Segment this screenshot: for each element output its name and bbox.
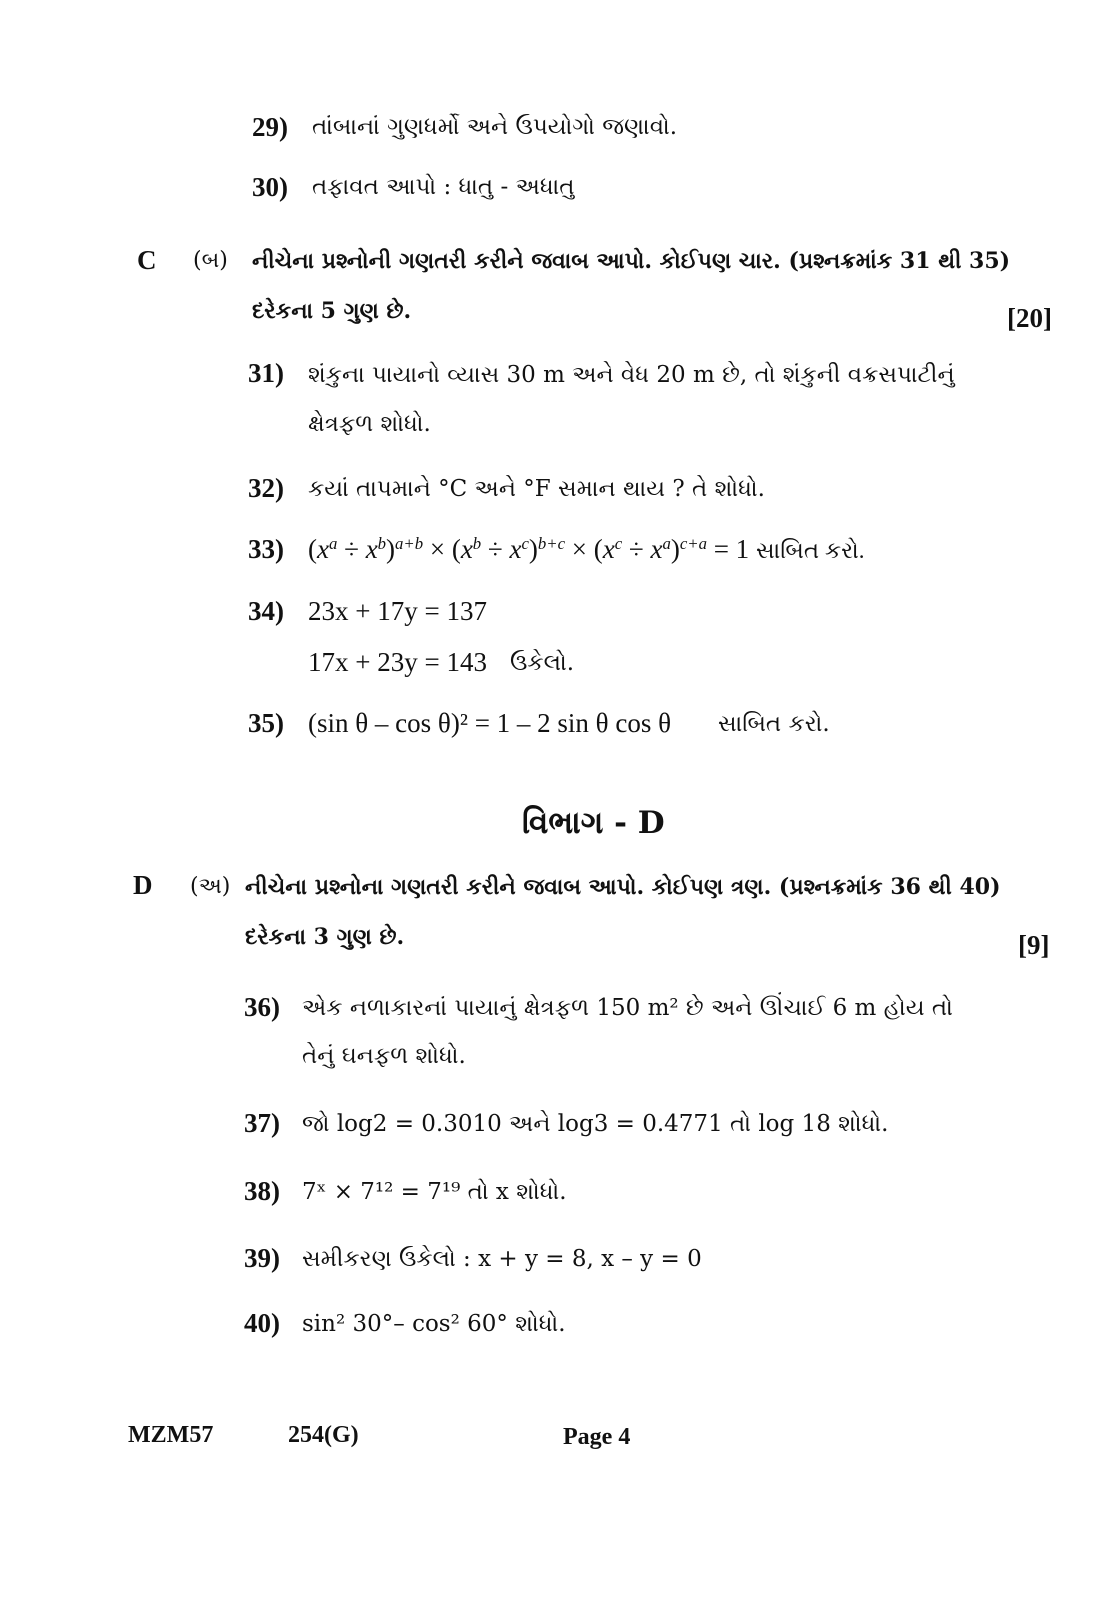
question-number: 36)	[244, 992, 280, 1022]
question-text: તેનું ઘનફળ શોધો.	[302, 1043, 466, 1069]
question-text: સમીકરણ ઉકેલો : x + y = 8, x – y = 0	[302, 1246, 702, 1272]
section-marks: [20]	[1007, 303, 1052, 333]
section-heading: વિભાગ - D	[522, 805, 665, 841]
part-label: (બ)	[193, 248, 228, 273]
question-number: 33)	[248, 534, 284, 564]
question-text: કયાં તાપમાને °C અને °F સમાન થાય ? તે શોધો.	[308, 476, 765, 502]
question-text: તફાવત આપો : ધાતુ - અધાતુ	[312, 174, 575, 200]
section-letter: D	[133, 870, 153, 900]
question-number: 37)	[244, 1108, 280, 1138]
footer-paper-code: 254(G)	[288, 1422, 359, 1448]
footer-code: MZM57	[128, 1422, 214, 1448]
question-text: sin² 30°– cos² 60° શોધો.	[302, 1311, 566, 1337]
equation: 17x + 23y = 143	[308, 647, 487, 677]
section-marks: [9]	[1018, 930, 1050, 960]
question-text: તાંબાનાં ગુણધર્મો અને ઉપયોગો જણાવો.	[312, 114, 678, 140]
section-instruction: નીચેના પ્રશ્નોના ગણતરી કરીને જવાબ આપો. કોઈપણ ત્રણ. (પ્રશ્નક્રમાંક 36 થી 40)	[245, 874, 1001, 900]
question-number: 35)	[248, 708, 284, 738]
question-number: 30)	[252, 172, 288, 202]
question-text: ક્ષેત્રફળ શોધો.	[308, 411, 431, 437]
question-text: જો log2 = 0.3010 અને log3 = 0.4771 તો log 18 શોધો.	[302, 1111, 889, 1137]
question-number: 31)	[248, 358, 284, 388]
part-label: (અ)	[190, 874, 231, 899]
question-number: 32)	[248, 473, 284, 503]
section-instruction: દરેકના 3 ગુણ છે.	[245, 924, 405, 950]
section-instruction: દરેકના 5 ગુણ છે.	[252, 298, 412, 324]
question-number: 40)	[244, 1308, 280, 1338]
question-number: 39)	[244, 1243, 280, 1273]
section-letter: C	[137, 245, 157, 275]
question-text: ઉકેલો.	[510, 650, 575, 676]
question-text: શંકુના પાયાનો વ્યાસ 30 m અને વેધ 20 m છે, તો શંકુની વક્રસપાટીનું	[308, 362, 955, 388]
question-number: 34)	[248, 596, 284, 626]
question-text: 7ˣ × 7¹² = 7¹⁹ તો x શોધો.	[302, 1179, 567, 1205]
footer-page-number: Page 4	[563, 1424, 631, 1450]
equation: 23x + 17y = 137	[308, 596, 487, 626]
question-text: સાબિત કરો.	[718, 711, 830, 737]
equation: (sin θ – cos θ)² = 1 – 2 sin θ cos θ	[308, 708, 672, 738]
question-number: 29)	[252, 112, 288, 142]
question-text: એક નળાકારનાં પાયાનું ક્ષેત્રફળ 150 m² છે અને ઊંચાઈ 6 m હોય તો	[302, 995, 953, 1021]
question-number: 38)	[244, 1176, 280, 1206]
question-text: $(x^a \div x^b)^{a+b} \times (x^b \div x^c)^{b+c} \times (x^c \div x^a)^{c+a} = 1$ સાબિત કરો.	[308, 533, 865, 564]
section-instruction: નીચેના પ્રશ્નોની ગણતરી કરીને જવાબ આપો. કોઈપણ ચાર. (પ્રશ્નક્રમાંક 31 થી 35)	[252, 248, 1011, 274]
